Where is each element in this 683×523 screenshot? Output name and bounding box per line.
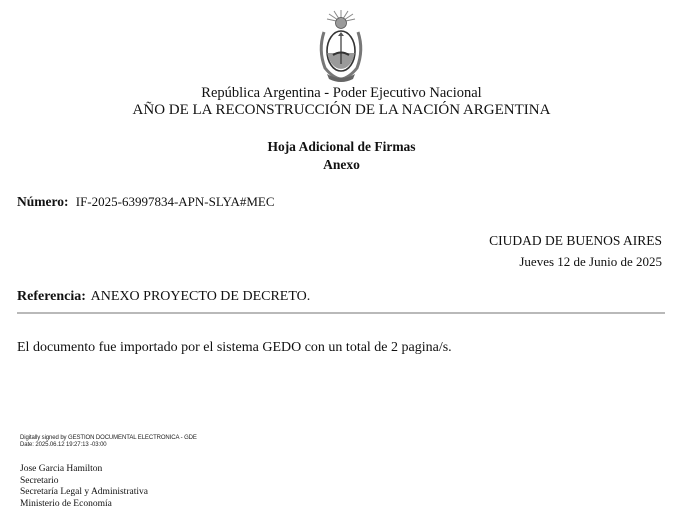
signer-name: Jose Garcia Hamilton xyxy=(20,464,103,474)
argentina-coat-of-arms-icon xyxy=(315,8,367,84)
reference-label: Referencia: xyxy=(17,289,86,304)
signer-office: Secretaría Legal y Administrativa xyxy=(20,487,148,497)
signer-block xyxy=(20,464,148,510)
reference-value: ANEXO PROYECTO DE DECRETO. xyxy=(90,289,311,304)
digital-signature-signed-by: Digitally signed by GESTION DOCUMENTAL ELECTRONICA - GDE xyxy=(20,435,197,441)
digital-signature xyxy=(20,435,197,449)
digital-signature-date: Date: 2025.06.12 19:27:13 -03:00 xyxy=(20,442,107,448)
document-number-value: IF-2025-63997834-APN-SLYA#MEC xyxy=(75,194,275,209)
signer-ministry: Ministerio de Economía xyxy=(20,498,112,509)
date: Jueves 12 de Junio de 2025 xyxy=(519,254,662,269)
reference xyxy=(17,289,310,305)
document-title: Hoja Adicional de Firmas xyxy=(267,139,416,154)
document-number xyxy=(17,194,275,210)
divider xyxy=(17,312,665,314)
signer-role: Secretario xyxy=(20,475,59,486)
header-line-2: AÑO DE LA RECONSTRUCCIÓN DE LA NACIÓN ARGENTINA xyxy=(132,102,551,118)
document-number-label: Número: xyxy=(17,194,69,209)
header-line-1: República Argentina - Poder Ejecutivo Nacional xyxy=(201,85,482,101)
document-subtitle: Anexo xyxy=(323,157,360,172)
city: CIUDAD DE BUENOS AIRES xyxy=(489,233,662,248)
body-text: El documento fue importado por el sistema GEDO con un total de 2 pagina/s. xyxy=(17,340,452,355)
